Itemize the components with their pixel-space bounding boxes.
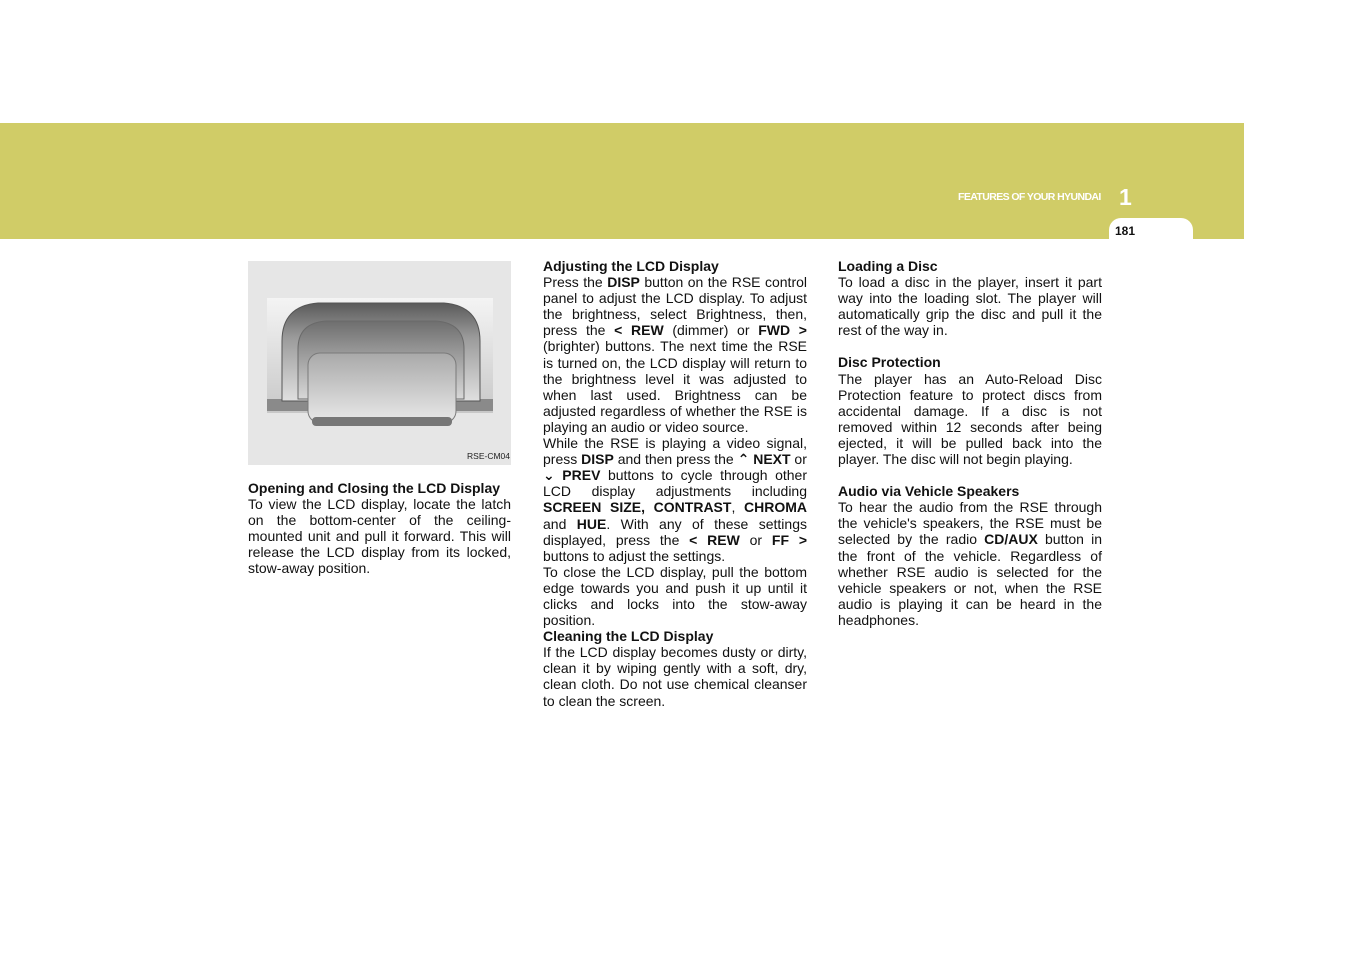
overhead-lcd-unit-illustration <box>248 261 511 465</box>
column-1 <box>248 480 511 577</box>
paragraph-loading-disc: To load a disc in the player, insert it part way into the loading slot. The player will automatically grip the disc and pull it the rest of the way in. <box>838 274 1102 339</box>
heading-audio-vehicle-speakers: Audio via Vehicle Speakers <box>838 483 1020 500</box>
screen-size-contrast-label: SCREEN SIZE, CONTRAST <box>543 499 732 516</box>
heading-loading-disc: Loading a Disc <box>838 258 938 274</box>
paragraph-adjusting-brightness: Press the DISP button on the RSE control panel to adjust the LCD display. To adjust the brightness, select Brightness, then, press the < REW (dimmer) or FWD > (brighter) buttons. The next time the RSE is turned on, the LCD display will return to the brightness level it was adjusted to when last used. Brightness can be adjusted regardless of whether the RSE is playing an audio or video source. <box>543 274 808 435</box>
column-3 <box>838 258 1102 628</box>
next-button-label: NEXT <box>753 451 791 468</box>
down-arrow-icon: ⌄ <box>543 467 555 484</box>
hue-label: HUE <box>576 515 607 532</box>
prev-button-label: PREV <box>562 467 601 484</box>
heading-adjusting-lcd: Adjusting the LCD Display <box>543 258 719 274</box>
rew-button-label: < REW <box>614 322 664 339</box>
cd-aux-button-label: CD/AUX <box>984 531 1038 548</box>
paragraph-audio-vehicle-speakers: To hear the audio from the RSE through the vehicle's speakers, the RSE must be selected by the radio CD/AUX button in the front of the vehicle. Regardless of whether RSE audio is selected for the vehicle speakers or not, when the RSE audio is playing it can be heard in the headphones. <box>838 499 1102 628</box>
fwd-button-label: FWD > <box>758 322 807 339</box>
disp-button-label: DISP <box>607 274 640 291</box>
disp-button-label: DISP <box>581 451 614 468</box>
paragraph-closing-display: To close the LCD display, pull the bottom edge towards you and push it up until it clicks and locks into the stow-away position. <box>543 563 807 629</box>
paragraph-opening-closing: To view the LCD display, locate the latch on the bottom-center of the ceiling-mounted unit and pull it forward. This will release the LCD display from its locked, stow-away position. <box>248 496 511 577</box>
ff-button-label: FF > <box>771 531 807 548</box>
heading-cleaning-lcd: Cleaning the LCD Display <box>543 628 714 645</box>
up-arrow-icon: ⌃ <box>737 451 750 468</box>
column-2 <box>543 258 807 709</box>
rew-button-label: < REW <box>689 531 740 548</box>
lcd-unit-figure <box>248 261 511 465</box>
heading-disc-protection: Disc Protection <box>838 354 941 371</box>
page-number: 181 <box>1115 224 1136 238</box>
figure-code: RSE-CM04 <box>467 451 510 461</box>
paragraph-cleaning: If the LCD display becomes dusty or dirty, clean it by wiping gently with a soft, dry, clean cloth. Do not use chemical cleanser to clean the screen. <box>543 644 807 709</box>
paragraph-disc-protection: The player has an Auto-Reload Disc Protection feature to protect discs from accidental damage. If a disc is not removed within 12 seconds after being ejected, it will be pulled back into the player. The disc will not begin playing. <box>838 370 1102 468</box>
chapter-number: 1 <box>1119 184 1132 210</box>
header-band <box>0 123 1244 239</box>
paragraph-video-adjustments: While the RSE is playing a video signal, press DISP and then press the ⌃ NEXT or ⌄ PREV buttons to cycle through other LCD display adjustments including SCREEN SIZE, CONTRAST, CHROMA and HUE. With any of these settings displayed, press the < REW or FF > buttons to adjust the settings. <box>543 435 808 564</box>
chroma-label: CHROMA <box>744 499 808 516</box>
heading-opening-closing: Opening and Closing the LCD Display <box>248 480 501 496</box>
section-title: FEATURES OF YOUR HYUNDAI <box>958 191 1101 203</box>
